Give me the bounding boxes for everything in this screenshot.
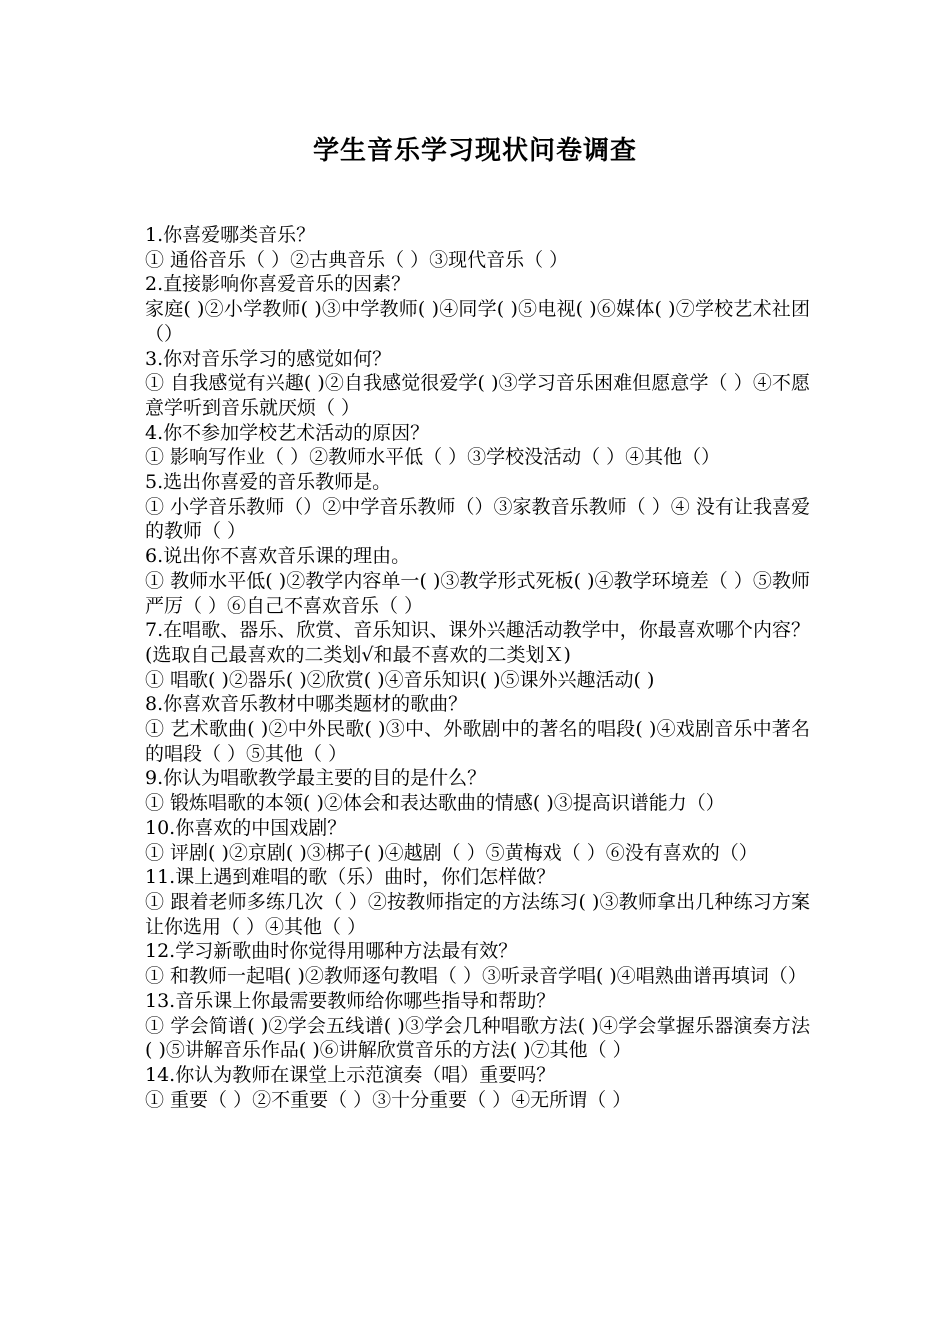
question-options: ① 评剧( )②京剧( )③梆子( )④越剧（ ）⑤黄梅戏（ ）⑥没有喜欢的（） [145, 841, 758, 864]
question-item [145, 544, 810, 618]
question-options: ① 艺术歌曲( )②中外民歌( )③中、外歌剧中的著名的唱段( )④戏剧音乐中著名的唱段（ ）⑤其他（ ） [145, 718, 810, 765]
question-item [145, 865, 810, 939]
question-options: ① 教师水平低( )②教学内容单一( )③教学形式死板( )④教学环境差（ ）⑤教师严厉（ ）⑥自己不喜欢音乐（ ） [145, 569, 810, 617]
question-options: ① 小学音乐教师（）②中学音乐教师（）③家教音乐教师（ ）④ 没有让我喜爱的教师（ ） [145, 495, 810, 543]
question-item [145, 272, 810, 346]
question-options: ① 自我感觉有兴趣( )②自我感觉很爱学( )③学习音乐困难但愿意学（ ）④不愿意学听到音乐就厌烦（ ） [145, 372, 810, 419]
question-item [145, 223, 810, 272]
question-options: ① 重要（ ）②不重要（ ）③十分重要（ ）④无所谓（ ） [145, 1088, 632, 1111]
question-text: 2.直接影响你喜爱音乐的因素？ [145, 273, 411, 296]
question-item [145, 692, 810, 766]
question-item [145, 939, 810, 988]
question-text: 9.你认为唱歌教学最主要的目的是什么？ [145, 767, 487, 790]
question-options: ① 和教师一起唱( )②教师逐句教唱（ ）③听录音学唱( )④唱熟曲谱再填词（） [145, 965, 807, 988]
question-item [145, 421, 810, 470]
question-options: ① 锻炼唱歌的本领( )②体会和表达歌曲的情感( )③提高识谱能力（） [145, 792, 725, 815]
question-item [145, 989, 810, 1063]
question-text: 6.说出你不喜欢音乐课的理由。 [145, 545, 411, 568]
question-options: ① 跟着老师多练几次（ ）②按教师指定的方法练习( )③教师拿出几种练习方案让你选用（ ）④其他（ ） [145, 890, 810, 938]
question-item [145, 1063, 810, 1112]
question-text: 7.在唱歌、器乐、欣赏、音乐知识、课外兴趣活动教学中，你最喜欢哪个内容？(选取自己最喜欢的二类划√和最不喜欢的二类划Ｘ) [145, 619, 810, 666]
question-text: 11.课上遇到难唱的歌（乐）曲时，你们怎样做？ [145, 866, 556, 889]
question-text: 5.选出你喜爱的音乐教师是。 [145, 471, 392, 494]
question-item [145, 470, 810, 544]
question-list [145, 223, 810, 1112]
question-text: 14.你认为教师在课堂上示范演奏（唱）重要吗？ [145, 1063, 556, 1086]
question-item [145, 347, 810, 421]
question-options: ① 通俗音乐（ ）②古典音乐（ ）③现代音乐（ ） [145, 248, 569, 271]
question-item [145, 766, 810, 815]
question-text: 8.你喜欢音乐教材中哪类题材的歌曲？ [145, 693, 468, 716]
question-text: 3.你对音乐学习的感觉如何？ [145, 347, 392, 370]
question-item [145, 816, 810, 865]
question-text: 10.你喜欢的中国戏剧？ [145, 816, 347, 839]
question-options: 家庭( )②小学教师( )③中学教师( )④同学( )⑤电视( )⑥媒体( )⑦学校艺术社团（） [145, 298, 810, 345]
question-text: 1.你喜爱哪类音乐？ [145, 224, 316, 246]
document-title: 学生音乐学习现状问卷调查 [312, 136, 637, 166]
question-text: 12.学习新歌曲时你觉得用哪种方法最有效？ [145, 940, 518, 963]
question-options: ① 唱歌( )②器乐( )②欣赏( )④音乐知识( )⑤课外兴趣活动( ) [145, 668, 655, 691]
question-options: ① 影响写作业（ ）②教师水平低（ ）③学校没活动（ ）④其他（） [145, 446, 721, 469]
question-text: 13.音乐课上你最需要教师给你哪些指导和帮助？ [145, 989, 556, 1012]
question-text: 4.你不参加学校艺术活动的原因？ [145, 421, 430, 444]
question-options: ① 学会简谱( )②学会五线谱( )③学会几种唱歌方法( )④学会掌握乐器演奏方法( )⑤讲解音乐作品( )⑥讲解欣赏音乐的方法( )⑦其他（ ） [145, 1014, 810, 1062]
question-item [145, 618, 810, 692]
